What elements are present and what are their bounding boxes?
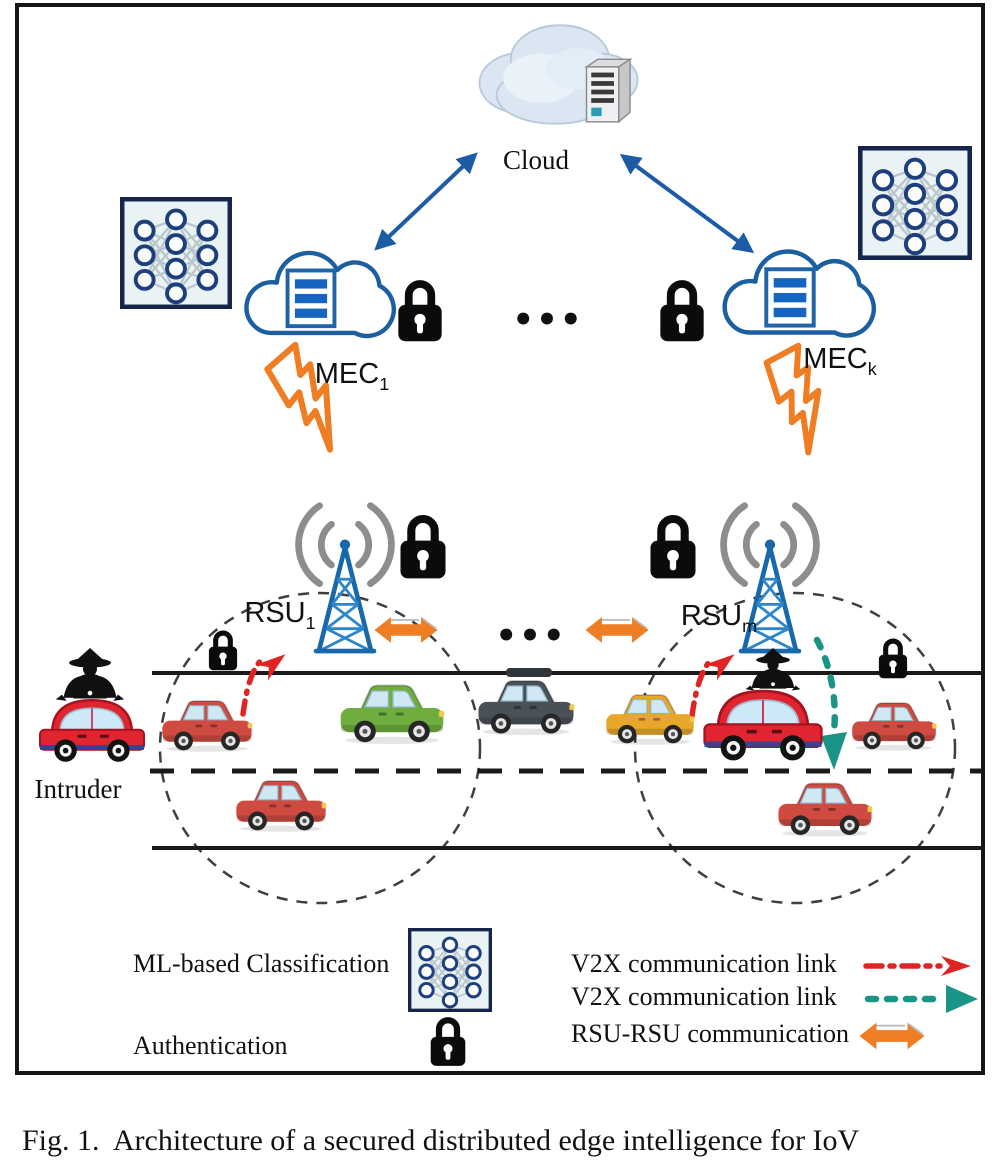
car-red-upper-right xyxy=(852,703,936,751)
padlock-icon-small-left xyxy=(209,633,237,670)
legend-label-ml-classification: ML-based Classification xyxy=(133,949,390,978)
padlock-icon-meck xyxy=(660,284,703,341)
mec1-cloud-icon xyxy=(246,253,393,336)
car-yellow xyxy=(606,695,694,745)
hacker-icon-right xyxy=(746,648,801,691)
legend-label-rsu-rsu: RSU-RSU communication xyxy=(571,1019,850,1048)
rsu-rsu-arrow-right xyxy=(585,617,648,643)
car-red-lower-left xyxy=(236,781,326,832)
padlock-icon-small-right xyxy=(879,641,907,678)
mec-ellipsis: ••• xyxy=(512,300,584,340)
meck-cloud-icon xyxy=(725,252,874,336)
rsu-rsu-arrow-left xyxy=(374,617,437,643)
neural-network-icon-right xyxy=(860,148,969,257)
car-green xyxy=(341,686,445,745)
v2x-teal-arrow xyxy=(817,640,847,770)
rsu1-label: $RSU_1$ xyxy=(244,597,316,633)
car-red-big-right xyxy=(705,691,822,760)
cloud-meck-link xyxy=(624,157,750,250)
mec1-label: $MEC_1$ xyxy=(314,358,390,394)
figure-caption: Fig. 1. Architecture of a secured distributed edge intelligence for IoV xyxy=(22,1124,860,1157)
rsum-label: $RSU_m$ xyxy=(680,600,758,636)
v2x-red-arrow-left xyxy=(243,646,292,714)
legend-red-dash-dot-arrow xyxy=(866,956,971,976)
meck-label: $MEC_k$ xyxy=(803,343,877,379)
legend-label-v2x-red: V2X communication link xyxy=(571,949,837,978)
neural-network-icon-left xyxy=(122,199,230,307)
hacker-icon-intruder xyxy=(56,648,124,701)
cloud-server-icon xyxy=(480,25,638,123)
padlock-icon-rsum xyxy=(651,519,696,578)
figure-frame xyxy=(17,5,983,1073)
car-red-upper-left xyxy=(162,701,252,752)
rsu-ellipsis: ••• xyxy=(495,616,567,656)
padlock-icon-mec1 xyxy=(398,284,441,341)
intruder-label: Intruder xyxy=(34,774,122,804)
car-red-lower-right xyxy=(778,784,872,837)
legend-label-v2x-teal: V2X communication link xyxy=(571,982,837,1011)
padlock-icon-rsu1 xyxy=(401,519,446,578)
legend-teal-dashed-arrow xyxy=(868,985,978,1013)
intruder-car xyxy=(40,700,144,762)
cloud-mec1-link xyxy=(378,156,474,247)
legend-neural-network-icon xyxy=(410,930,491,1011)
legend-label-authentication: Authentication xyxy=(133,1031,288,1060)
legend-orange-double-arrow xyxy=(859,1023,924,1050)
car-suv-dark xyxy=(479,668,575,735)
legend-padlock-icon xyxy=(431,1020,466,1066)
cloud-label: Cloud xyxy=(502,145,570,175)
